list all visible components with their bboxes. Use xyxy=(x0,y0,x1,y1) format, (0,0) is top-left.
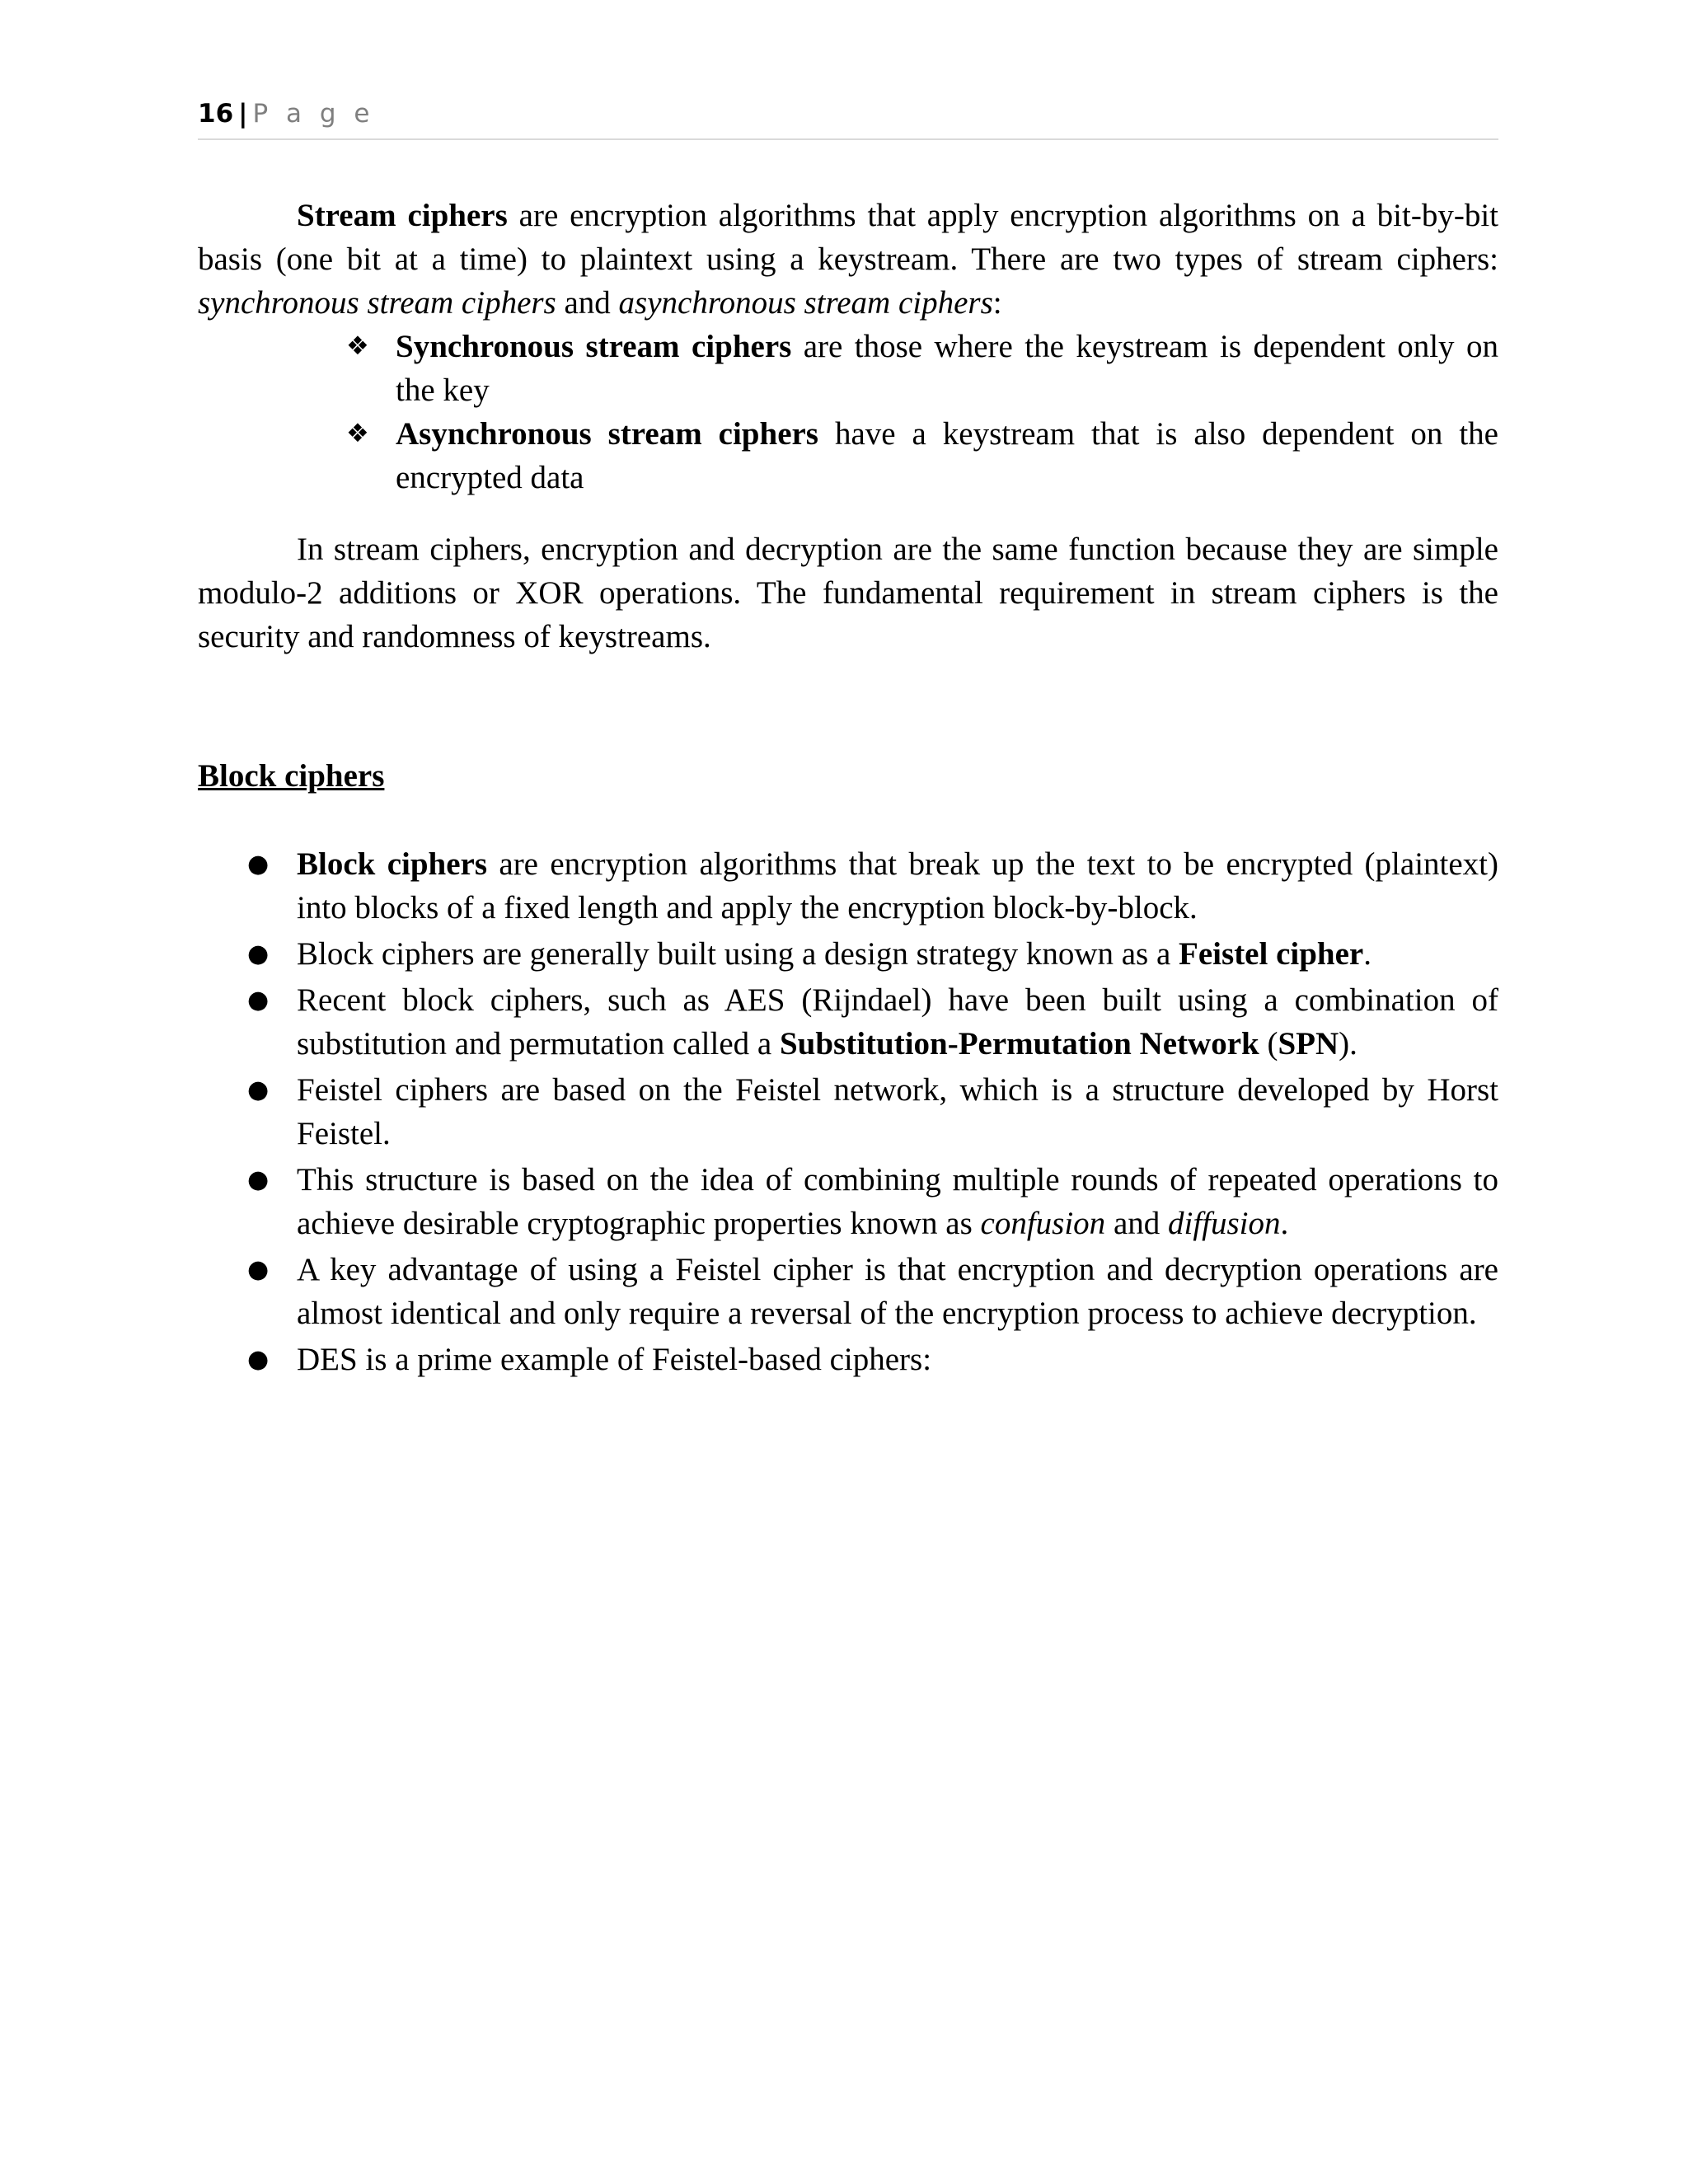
asynchronous-term: asynchronous stream ciphers xyxy=(618,285,993,321)
stream-ciphers-paragraph: In stream ciphers, encryption and decryption are the same function because they are simple modulo-2 additions or XOR operations. The fundamental requirement in stream ciphers is the security and randomness of keystreams. xyxy=(198,532,1498,654)
stream-ciphers-intro: Stream ciphers are encryption algorithms that apply encryption algorithms on a bit-by-bit basis (one bit at a time) to plaintext using a keystream. There are two types of stream ciphers: synchronous stream ciphers and asynchronous stream ciphers: xyxy=(198,198,1498,321)
page-header xyxy=(198,97,1498,140)
list-item: ● Recent block ciphers, such as AES (Rijndael) have been built using a combination of substitution and permutation called a Substitution-Permutation Network (SPN). xyxy=(297,978,1498,1066)
list-item: ● A key advantage of using a Feistel cipher is that encryption and decryption operations are almost identical and only require a reversal of the encryption process to achieve decryption. xyxy=(297,1248,1498,1335)
list-item: ● This structure is based on the idea of combining multiple rounds of repeated operations to achieve desirable cryptographic properties known as confusion and diffusion. xyxy=(297,1158,1498,1245)
list-item: ● Block ciphers are encryption algorithms that break up the text to be encrypted (plaintext) into blocks of a fixed length and apply the encryption block-by-block. xyxy=(297,842,1498,930)
block-ciphers-list xyxy=(198,842,1498,1381)
stream-cipher-types-list xyxy=(198,325,1498,499)
bullet-icon: ● xyxy=(247,986,270,1015)
page-content xyxy=(198,194,1498,1384)
section-heading-block-ciphers: Block ciphers xyxy=(198,758,385,794)
diamond-bullet-icon: ❖ xyxy=(346,331,369,361)
bullet-icon: ● xyxy=(247,1255,270,1284)
stream-ciphers-term: Stream ciphers xyxy=(297,198,508,233)
bullet-icon: ● xyxy=(247,1076,270,1104)
bullet-icon: ● xyxy=(247,940,270,968)
diamond-bullet-icon: ❖ xyxy=(346,419,369,448)
list-item: ● DES is a prime example of Feistel-based ciphers: xyxy=(297,1338,1498,1381)
synchronous-term: synchronous stream ciphers xyxy=(198,285,556,321)
page-label: P a g e xyxy=(252,99,375,129)
list-item: ❖ Asynchronous stream ciphers have a keystream that is also dependent on the encrypted data xyxy=(346,412,1498,499)
list-item: ● Feistel ciphers are based on the Feistel network, which is a structure developed by Horst Feistel. xyxy=(297,1068,1498,1155)
list-item: ● Block ciphers are generally built using a design strategy known as a Feistel cipher. xyxy=(297,932,1498,976)
header-separator: | xyxy=(238,99,248,129)
bullet-icon: ● xyxy=(247,850,270,879)
page-number: 16 xyxy=(198,99,234,129)
bullet-icon: ● xyxy=(247,1165,270,1194)
list-item: ❖ Synchronous stream ciphers are those where the keystream is dependent only on the key xyxy=(346,325,1498,412)
bullet-icon: ● xyxy=(247,1345,270,1374)
